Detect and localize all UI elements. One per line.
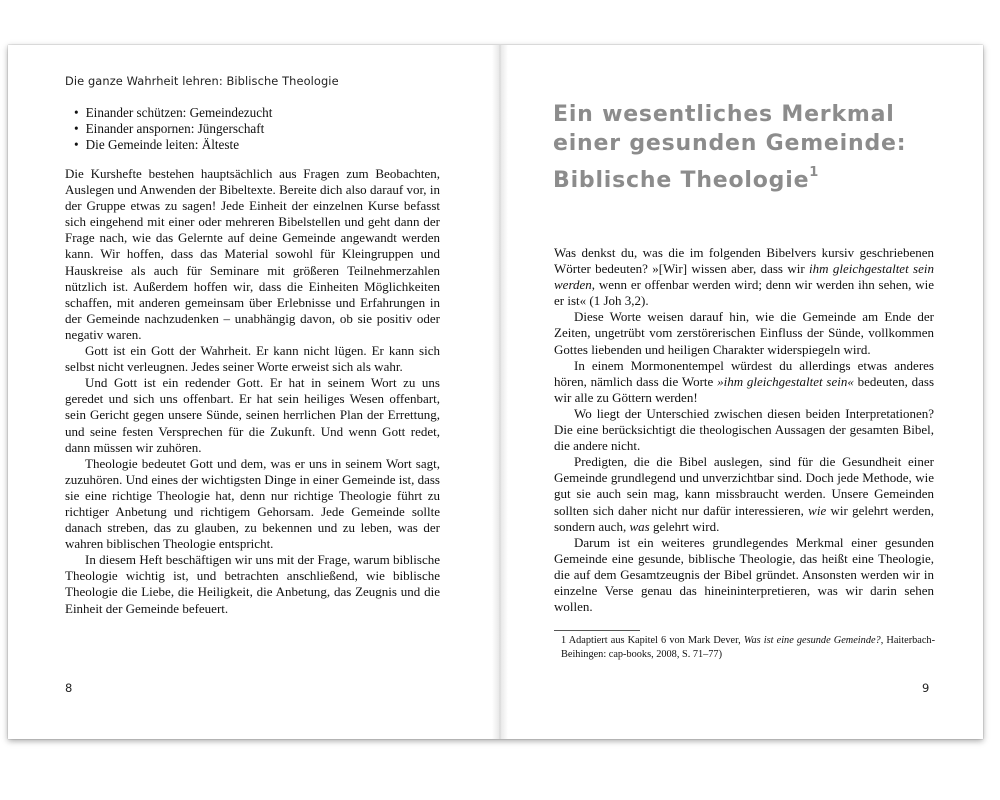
paragraph: Predigten, die die Bibel auslegen, sind für die Gesundheit einer Gemeinde grundlegend und unverzichtbar sind. Doch jede Methode, wie gut sie auch sein mag, kann missbraucht werden. Unsere Gemeinden sollten sich daher nicht nur dafür interessieren, wie wir gelehrt werden, sondern auch, was gelehrt wird.	[554, 454, 934, 534]
paragraph: Die Kurshefte bestehen hauptsächlich aus Fragen zum Beobachten, Auslegen und Anwenden der Bibeltexte. Bereite dich also darauf vor, in der Gruppe etwas zu sagen! Jede Einheit der einzelnen Kurse befasst sich eingehend mit einer oder mehreren Bibelstellen und geht dann der Frage nach, wie das Gelernte auf deine Gemeinde angewandt werden kann. Wir hoffen, dass das Material sowohl für Kleingruppen und Hauskreise als auch für Seminare mit größeren Teilnehmerzahlen nützlich ist. Außerdem hoffen wir, dass die Einheiten Möglichkeiten schaffen, mit anderen gemeinsam über Erlebnisse und Erfahrungen in der Gemeinde nachzudenken – unabhängig davon, ob sie positiv oder negativ waren.	[65, 166, 440, 342]
footnote-marker[interactable]: 1	[809, 165, 819, 180]
page-number: 8	[65, 681, 73, 695]
chapter-heading: Ein wesentliches Merkmal einer gesunden Gemeinde: Biblische Theologie$^1$	[553, 102, 907, 193]
running-head: Die ganze Wahrheit lehren: Biblische Theologie	[65, 74, 339, 88]
topic-list	[74, 105, 272, 152]
paragraph: In diesem Heft beschäftigen wir uns mit der Frage, warum biblische Theologie wichtig ist, und betrachten anschließend, wie biblische Theologie die Liebe, die Heiligkeit, die Anbetung, das Zeugnis und die Einheit der Gemeinde befeuert.	[65, 552, 440, 616]
paragraph: Darum ist ein weiteres grundlegendes Merkmal einer gesunden Gemeinde eine gesunde, biblische Theologie, das heißt eine Theologie, die auf dem Gesamtzeugnis der Bibel gründet. Ansonsten werden wir in einzelne Verse genau das hineininterpretieren, was wir darin sehen wollen.	[554, 534, 934, 615]
footnote: 1 Adaptiert aus Kapitel 6 von Mark Dever, Was ist eine gesunde Gemeinde?, Haiterbach-Beihingen: cap-books, 2008, S. 71–77)	[561, 635, 935, 660]
list-item: • Die Gemeinde leiten: Älteste	[74, 137, 272, 153]
list-item: • Einander anspornen: Jüngerschaft	[74, 121, 272, 137]
paragraph: In einem Mormonentempel würdest du allerdings etwas anderes hören, nämlich dass die Worte »ihm gleichgestaltet sein« bedeuten, dass wir alle zu Göttern werden!	[554, 357, 934, 405]
paragraph: Gott ist ein Gott der Wahrheit. Er kann nicht lügen. Er kann sich selbst nicht verleugnen. Jedes seiner Worte erweist sich als wahr.	[65, 343, 440, 375]
paragraph: Und Gott ist ein redender Gott. Er hat in seinem Wort zu uns geredet und sich uns offenbart. Er hat sein heiliges Wesen offenbart, sein Gericht gegen unsere Sünde, seinen herrlichen Plan der Errettung, und seine festen Versprechen für die Zukunft. Und wenn Gott redet, dann müssen wir zuhören.	[65, 375, 440, 455]
list-item: • Einander schützen: Gemeindezucht	[74, 105, 272, 121]
right-body-text	[554, 245, 934, 615]
paragraph: Diese Worte weisen darauf hin, wie die Gemeinde am Ende der Zeiten, ungetrübt vom zerstörerischen Einfluss der Sünde, vollkommen Gottes liebenden und heiligen Charakter widerspiegeln wird.	[554, 309, 934, 357]
footnote-divider	[554, 630, 640, 631]
left-body-text	[65, 166, 440, 617]
left-page	[8, 45, 492, 739]
book-gutter	[492, 45, 508, 739]
paragraph: Was denkst du, was die im folgenden Bibelvers kursiv geschriebenen Wörter bedeuten? »[Wir] wissen aber, dass wir ihm gleichgestaltet sein werden, wenn er offenbar werden wird; denn wir werden ihn sehen, wie er ist« (1 Joh 3,2).	[554, 245, 934, 309]
paragraph: Theologie bedeutet Gott und dem, was er uns in seinem Wort sagt, zuzuhören. Und eines der wichtigsten Dinge in einer Gemeinde ist, dass sie eine richtige Theologie hat, denn nur richtige Theologie führt zu richtiger Anbetung und richtigem Gehorsam. Jede Gemeinde sollte danach streben, das zu glauben, zu bekennen und zu leben, was der wahren biblischen Theologie entspricht.	[65, 455, 440, 552]
paragraph: Wo liegt der Unterschied zwischen diesen beiden Interpretationen? Die eine berücksichtigt die theologischen Aussagen der gesamten Bibel, die andere nicht.	[554, 405, 934, 454]
page-number: 9	[922, 681, 930, 695]
book-spread	[8, 45, 983, 739]
right-page	[508, 45, 983, 739]
